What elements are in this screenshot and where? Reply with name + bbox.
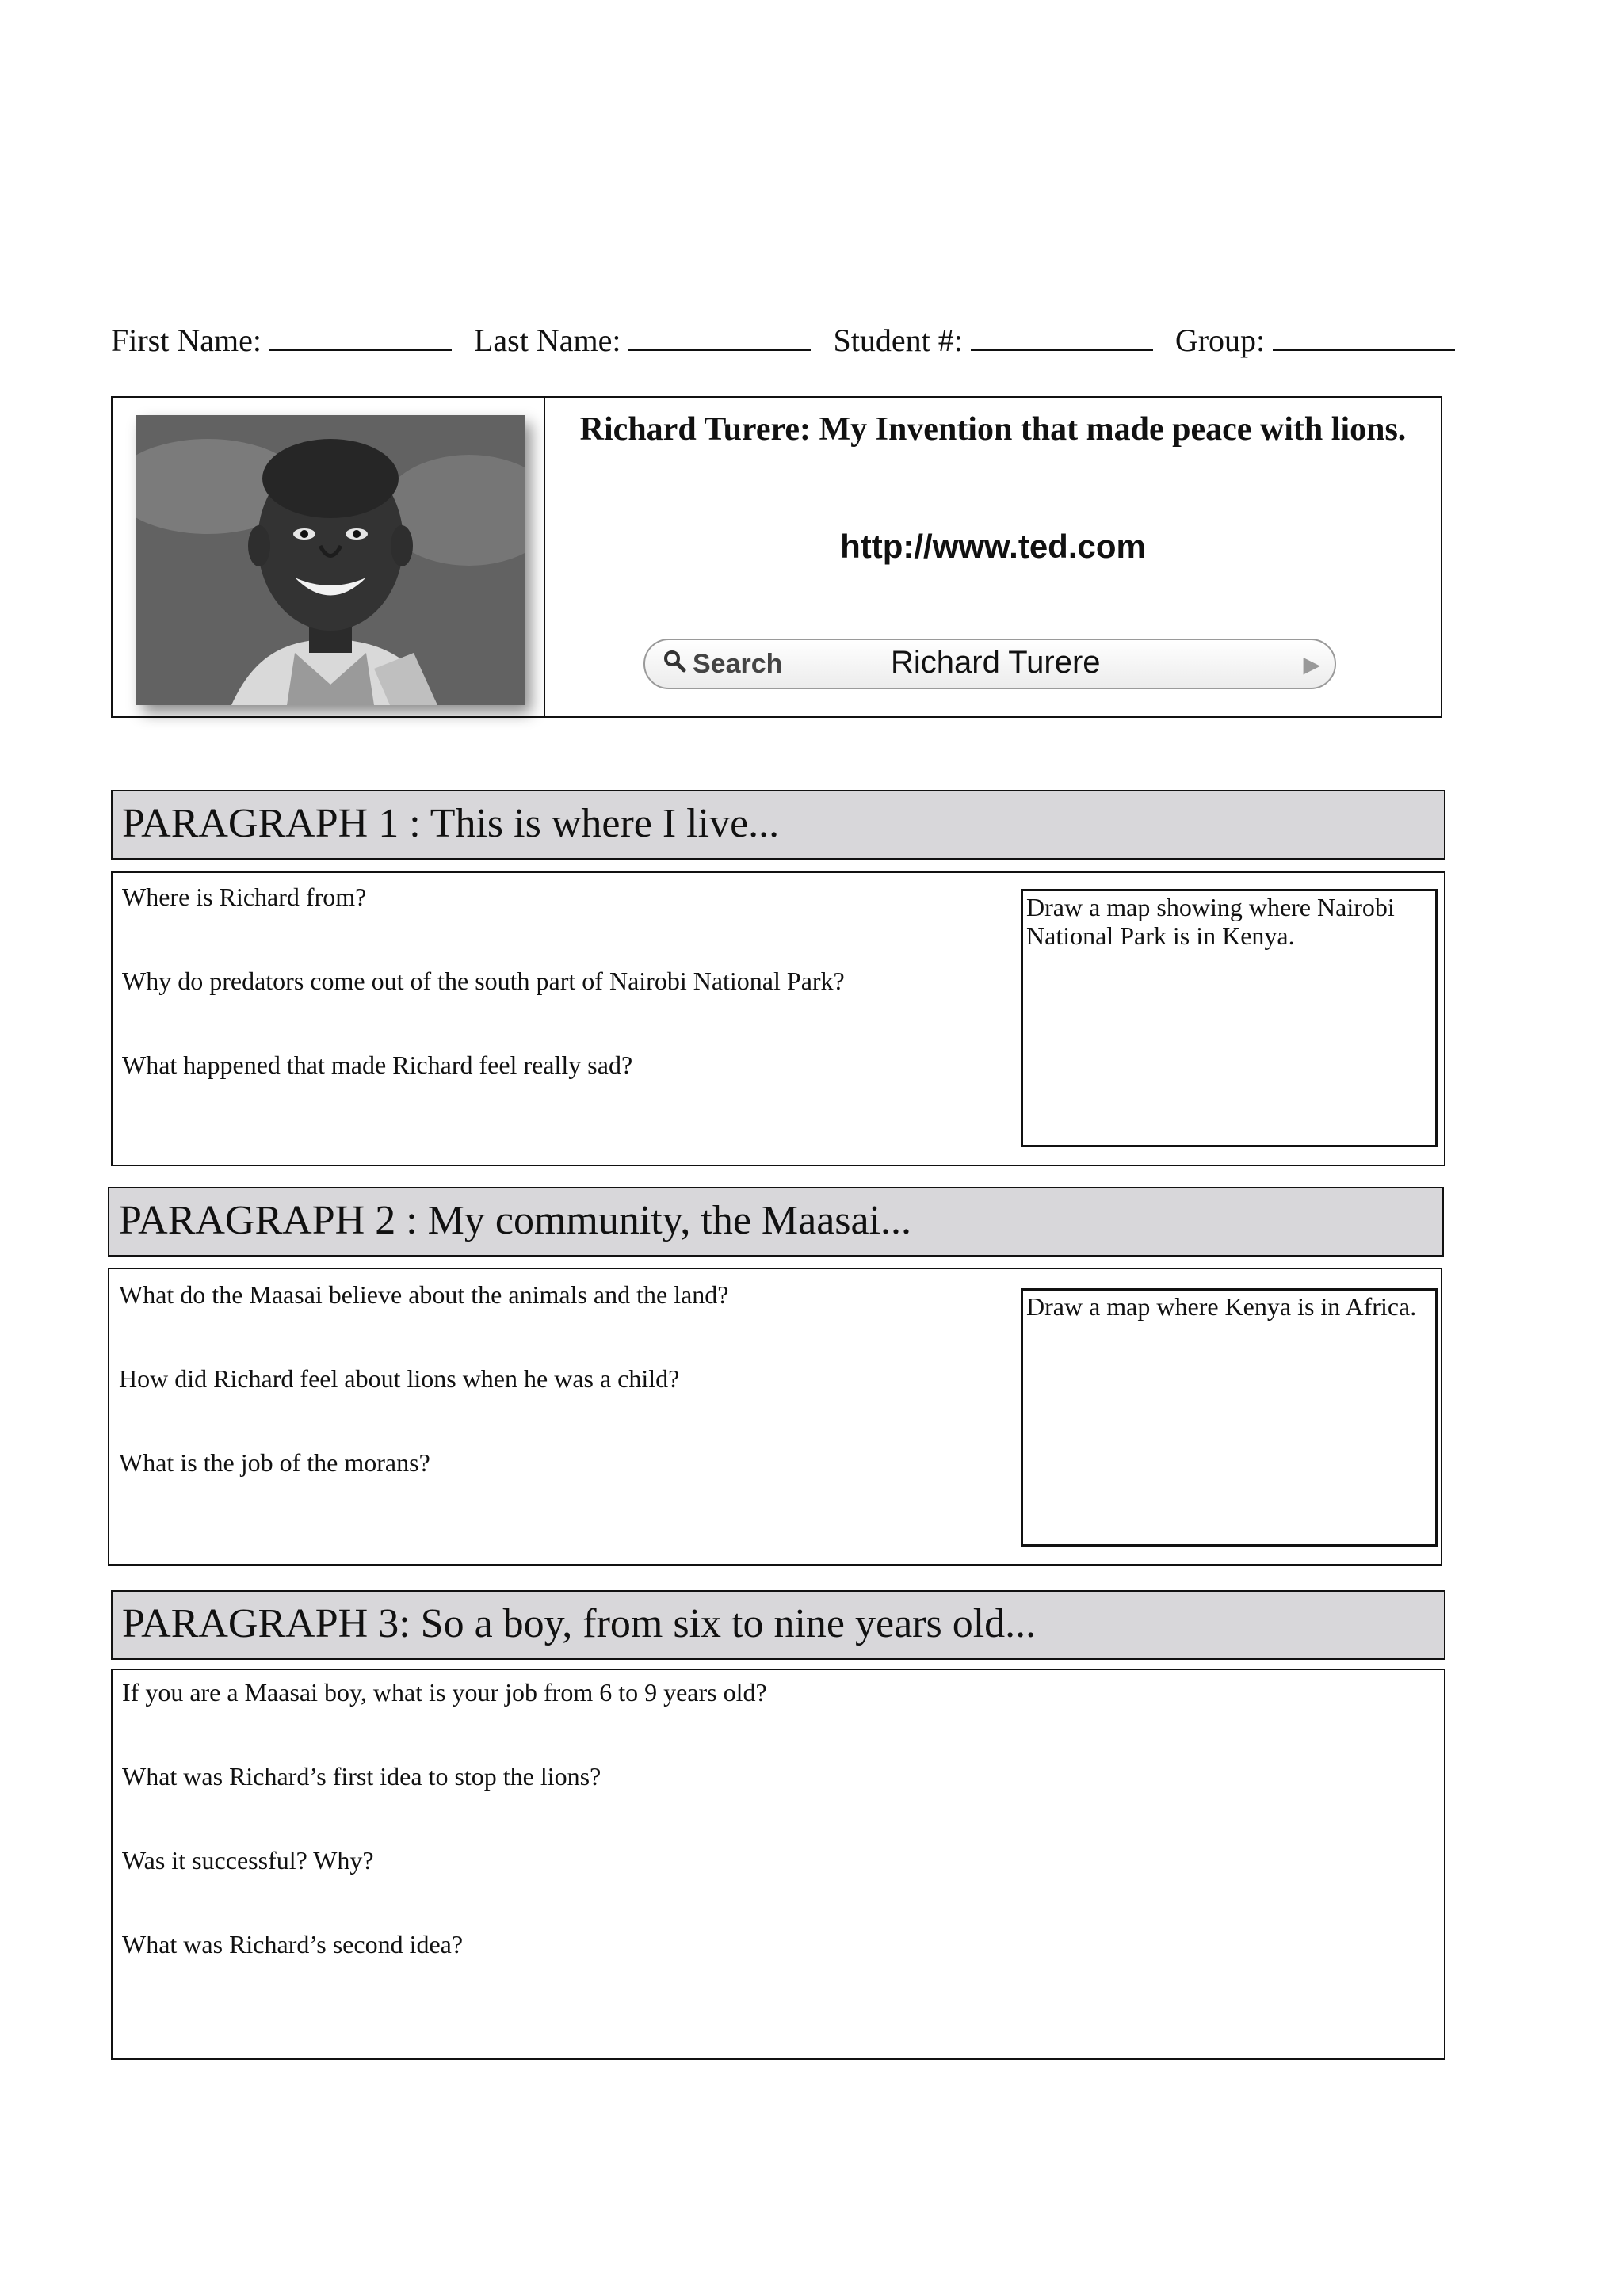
search-bar[interactable] <box>643 639 1336 689</box>
photo-cell <box>113 398 545 716</box>
group-label: Group: <box>1174 322 1266 358</box>
paragraph-3-heading: PARAGRAPH 3: So a boy, from six to nine years old... <box>111 1590 1445 1660</box>
question: What is the job of the morans? <box>119 1448 430 1477</box>
map-drawing-box[interactable] <box>1021 889 1438 1147</box>
last-name-field[interactable] <box>474 321 812 359</box>
talk-info-cell <box>545 398 1441 716</box>
search-button[interactable] <box>663 648 782 680</box>
student-info-line <box>111 321 1458 368</box>
first-name-field[interactable] <box>111 321 452 359</box>
question: Was it successful? Why? <box>122 1846 374 1875</box>
first-name-blank[interactable] <box>269 321 452 351</box>
paragraph-2-heading: PARAGRAPH 2 : My community, the Maasai... <box>108 1187 1444 1257</box>
group-field[interactable] <box>1175 321 1455 359</box>
student-number-label: Student #: <box>833 322 963 358</box>
paragraph-1-heading: PARAGRAPH 1 : This is where I live... <box>111 790 1445 860</box>
speaker-photo <box>136 415 525 705</box>
question: Why do predators come out of the south part of Nairobi National Park? <box>122 967 845 995</box>
question: If you are a Maasai boy, what is your job from 6 to 9 years old? <box>122 1678 767 1707</box>
map-drawing-box[interactable] <box>1021 1288 1438 1547</box>
paragraph-3-questions-box <box>111 1669 1445 2060</box>
question: What happened that made Richard feel really sad? <box>122 1051 633 1079</box>
paragraph-2-questions-box <box>108 1268 1442 1566</box>
question: What was Richard’s first idea to stop the lions? <box>122 1762 601 1791</box>
question: What was Richard’s second idea? <box>122 1930 464 1958</box>
question: Where is Richard from? <box>122 883 367 911</box>
talk-header-card <box>111 396 1442 718</box>
student-number-field[interactable] <box>833 321 1152 359</box>
last-name-label: Last Name: <box>473 322 621 358</box>
question: What do the Maasai believe about the animals and the land? <box>119 1280 729 1309</box>
talk-title: Richard Turere: My Invention that made peace with lions. <box>579 411 1407 448</box>
first-name-label: First Name: <box>111 322 262 358</box>
search-input[interactable]: Richard Turere <box>891 645 1101 680</box>
speaker-portrait-image <box>136 415 525 705</box>
paragraph-1-questions-box <box>111 871 1445 1166</box>
map-prompt: Draw a map showing where Nairobi National Park is in Kenya. <box>1026 893 1395 950</box>
question: How did Richard feel about lions when he was a child? <box>119 1364 680 1393</box>
magnifier-icon <box>663 649 686 680</box>
map-prompt: Draw a map where Kenya is in Africa. <box>1026 1292 1417 1321</box>
student-number-blank[interactable] <box>971 321 1153 351</box>
search-button-label: Search <box>693 648 783 679</box>
play-arrow-icon[interactable]: ▶ <box>1303 652 1320 677</box>
talk-url[interactable]: http://www.ted.com <box>840 528 1146 565</box>
last-name-blank[interactable] <box>628 321 811 351</box>
group-blank[interactable] <box>1273 321 1455 351</box>
